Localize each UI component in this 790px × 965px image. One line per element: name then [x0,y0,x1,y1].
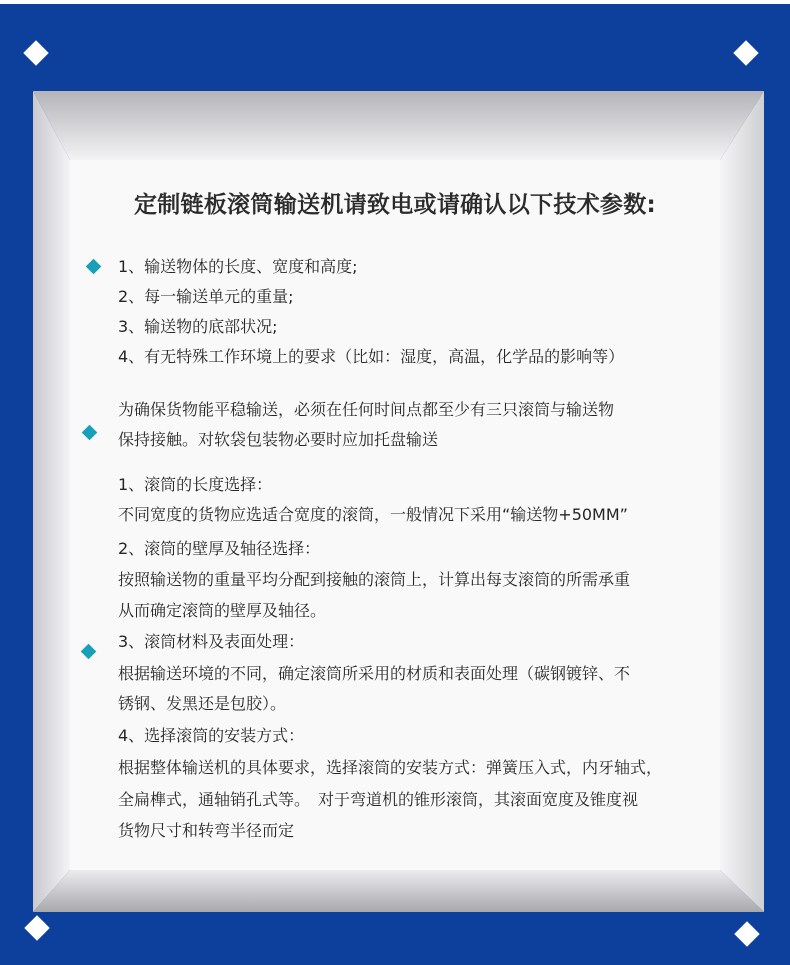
selection-text: 按照输送物的重量平均分配到接触的滚筒上，计算出每支滚筒的所需承重 [118,570,631,589]
stability-note-line: 为确保货物能平稳输送，必须在任何时间点都至少有三只滚筒与输送物 [118,400,615,419]
page-title: 定制链板滚筒输送机请致电或请确认以下技术参数: [133,192,657,218]
requirement-line: 1、输送物体的长度、宽度和高度; [118,257,358,276]
selection-heading: 1、滚筒的长度选择： [118,475,273,494]
selection-heading: 2、滚筒的壁厚及轴径选择： [118,539,321,558]
top-white-strip [0,0,790,4]
requirement-line: 4、有无特殊工作环境上的要求（比如：湿度，高温，化学品的影响等） [118,347,625,366]
selection-text: 全扁榫式，通轴销孔式等。 对于弯道机的锥形滚筒，其滚面宽度及锥度视 [118,790,639,809]
selection-text: 货物尺寸和转弯半径而定 [118,821,295,840]
requirement-line: 2、每一输送单元的重量; [118,287,294,306]
stability-note-line: 保持接触。对软袋包装物必要时应加托盘输送 [118,430,439,449]
selection-heading: 4、选择滚筒的安装方式： [118,726,305,745]
selection-heading: 3、滚筒材料及表面处理： [118,632,305,651]
selection-text: 根据整体输送机的具体要求，选择滚筒的安装方式：弹簧压入式，内牙轴式， [118,758,663,777]
selection-text: 不同宽度的货物应选适合宽度的滚筒，一般情况下采用“输送物+50MM” [118,505,628,524]
selection-text: 锈钢、发黑还是包胶）。 [118,694,287,713]
selection-text: 从而确定滚筒的壁厚及轴径。 [118,601,327,620]
selection-text: 根据输送环境的不同，确定滚筒所采用的材质和表面处理（碳钢镀锌、不 [118,664,631,683]
requirement-line: 3、输送物的底部状况; [118,317,278,336]
